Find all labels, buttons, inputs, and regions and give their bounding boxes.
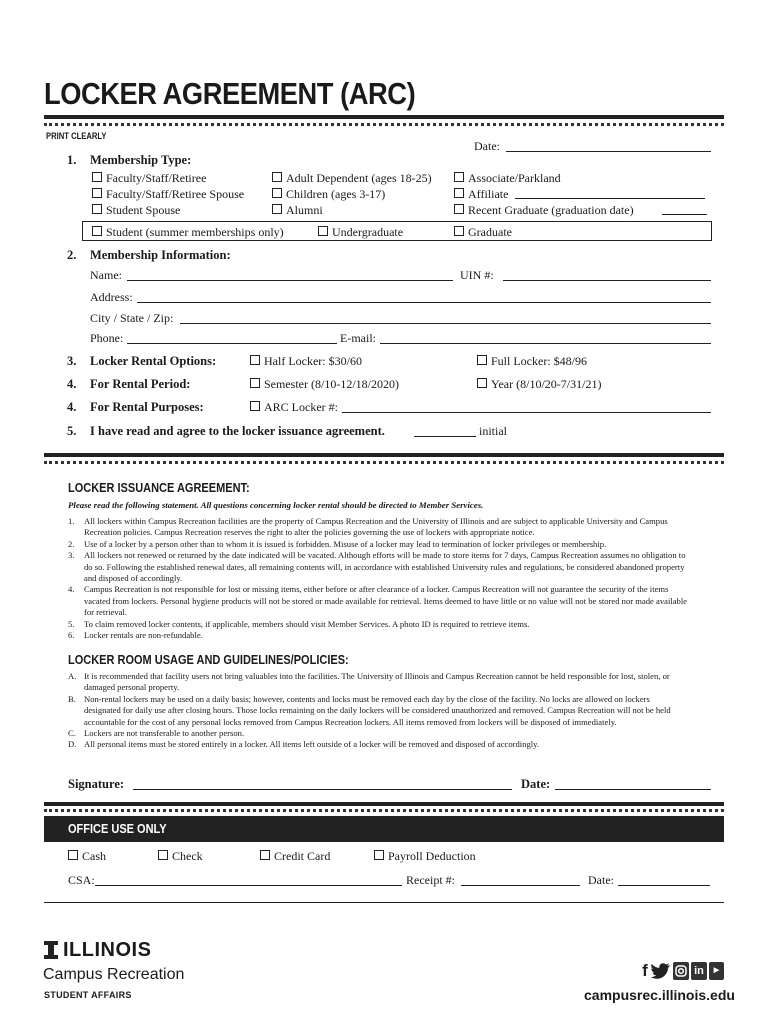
list-marker: 6. <box>68 630 75 641</box>
csa-label: CSA: <box>68 873 95 887</box>
uin-label: UIN #: <box>460 268 494 282</box>
print-clearly-note: PRINT CLEARLY <box>46 131 107 141</box>
checkbox-icon <box>272 172 282 182</box>
issuance-list <box>68 516 688 641</box>
checkbox-check[interactable]: Check <box>158 849 203 864</box>
list-marker: B. <box>68 693 76 704</box>
checkbox-alumni[interactable]: Alumni <box>272 203 323 218</box>
list-text: All lockers within Campus Recreation facilities are the property of Campus Recreation and the University of Illinois and are subject to applicable University and Campus Recreation policies. Campus Recreation reserves the right to alter the policies governing the use of lockers with appropriate notice. <box>84 516 668 538</box>
illinois-wordmark: ILLINOIS <box>63 939 152 961</box>
phone-field[interactable] <box>127 343 337 344</box>
checkbox-icon <box>250 378 260 388</box>
phone-label: Phone: <box>90 331 124 345</box>
checkbox-children[interactable]: Children (ages 3-17) <box>272 187 385 202</box>
youtube-icon[interactable]: ▶ <box>709 962 724 980</box>
list-item <box>68 671 688 694</box>
checkbox-icon <box>272 188 282 198</box>
checkbox-undergraduate[interactable]: Undergraduate <box>318 225 403 240</box>
list-item <box>68 694 688 728</box>
title-rule <box>44 115 724 119</box>
list-item <box>68 516 688 539</box>
checkbox-icon <box>250 401 260 411</box>
checkbox-semester[interactable]: Semester (8/10-12/18/2020) <box>250 377 399 392</box>
uin-field[interactable] <box>503 280 711 281</box>
email-field[interactable] <box>380 343 711 344</box>
usage-list <box>68 671 688 751</box>
rental-period-label: For Rental Period: <box>90 377 191 391</box>
page-title: LOCKER AGREEMENT (ARC) <box>44 76 416 111</box>
checkbox-icon <box>454 226 464 236</box>
list-item <box>68 630 688 641</box>
city-state-zip-field[interactable] <box>180 323 711 324</box>
checkbox-graduate[interactable]: Graduate <box>454 225 512 240</box>
list-text: Use of a locker by a person other than to whom it is issued is forbidden. Misuse of a locker may lead to termination of locker privileges or membership. <box>84 538 607 549</box>
list-marker: D. <box>68 739 77 750</box>
rental-options-label: Locker Rental Options: <box>90 354 217 368</box>
list-item <box>68 739 688 750</box>
receipt-label: Receipt #: <box>406 873 455 887</box>
list-text: Locker rentals are non-refundable. <box>84 630 203 641</box>
initial-field[interactable] <box>414 436 476 437</box>
instagram-icon[interactable] <box>673 962 689 980</box>
checkbox-recent-graduate[interactable]: Recent Graduate (graduation date) <box>454 203 634 218</box>
linkedin-icon[interactable]: in <box>691 962 707 980</box>
campus-recreation-wordmark: Campus Recreation <box>43 966 185 983</box>
list-marker: 5. <box>68 618 75 629</box>
checkbox-icon <box>92 204 102 214</box>
issuance-heading: LOCKER ISSUANCE AGREEMENT: <box>68 481 250 495</box>
list-item <box>68 619 688 630</box>
office-use-bottom-rule <box>44 842 724 903</box>
initial-label: initial <box>479 424 507 438</box>
checkbox-icon <box>92 188 102 198</box>
name-label: Name: <box>90 268 122 282</box>
dotted-divider <box>44 461 724 464</box>
locker-number-field[interactable] <box>342 412 711 413</box>
address-field[interactable] <box>137 302 711 303</box>
city-state-zip-label: City / State / Zip: <box>90 311 174 325</box>
list-item <box>68 584 688 618</box>
checkbox-icon <box>454 172 464 182</box>
signature-date-label: Date: <box>521 777 551 791</box>
affiliate-field[interactable] <box>515 198 705 199</box>
list-text: Campus Recreation is not responsible for lost or missing items, either before or after clearance of a locker. Campus Recreation will not guarantee the security of the items vacated from lockers. Personal hygiene products will not be stored or made available for retrieval. Items deemed to have little or no value will not be stored nor made available for retrieval. <box>84 584 688 618</box>
checkbox-icon <box>477 355 487 365</box>
checkbox-year[interactable]: Year (8/10/20-7/31/21) <box>477 377 601 392</box>
checkbox-half-locker[interactable]: Half Locker: $30/60 <box>250 354 362 369</box>
checkbox-icon <box>454 204 464 214</box>
checkbox-icon <box>92 226 102 236</box>
list-text: Non-rental lockers may be used on a daily basis; however, contents and locks must be removed each day by the close of the facility. No locks are allowed on lockers designated for daily use after closing hours. Those locks remaining on the daily lockers will be considered unauthorized and removed. Campus Recreation will not be held accountable for the cost of any personal locks removed from Campus Recreation lockers. All items removed from lockers will be disposed of immediately. <box>84 693 671 727</box>
list-marker: A. <box>68 671 77 681</box>
section-number: 3. <box>67 354 77 368</box>
signature-label: Signature: <box>68 777 125 791</box>
section-number: 2. <box>67 248 77 262</box>
signature-date-field[interactable] <box>555 789 711 790</box>
list-marker: 2. <box>68 538 75 549</box>
section-rule <box>44 802 724 806</box>
list-marker: 3. <box>68 550 75 561</box>
checkbox-icon <box>92 172 102 182</box>
issuance-intro: Please read the following statement. All questions concerning locker rental should be directed to Member Services. <box>68 500 484 510</box>
checkbox-icon <box>477 378 487 388</box>
list-marker: 4. <box>68 584 75 595</box>
list-item <box>68 728 688 739</box>
address-label: Address: <box>90 290 133 304</box>
list-marker: C. <box>68 728 76 739</box>
list-marker: 1. <box>68 516 75 526</box>
checkbox-student-summer[interactable]: Student (summer memberships only) <box>92 225 284 240</box>
section-number: 5. <box>67 424 77 438</box>
signature-field[interactable] <box>133 789 512 790</box>
date-label: Date: <box>474 139 500 153</box>
checkbox-icon <box>454 188 464 198</box>
dotted-divider <box>44 809 724 812</box>
office-use-title: OFFICE USE ONLY <box>68 822 167 836</box>
dotted-divider <box>44 123 724 126</box>
section-number: 4. <box>67 400 77 414</box>
checkbox-faculty-staff[interactable]: Faculty/Staff/Retiree <box>92 171 206 186</box>
checkbox-icon <box>272 204 282 214</box>
name-field[interactable] <box>127 280 453 281</box>
facebook-icon[interactable]: f <box>642 961 648 980</box>
block-i-logo-icon <box>44 941 58 959</box>
list-text: All personal items must be stored entirely in a locker. All items left outside of a locker will be removed and disposed of accordingly. <box>84 739 540 750</box>
checkbox-adult-dependent[interactable]: Adult Dependent (ages 18-25) <box>272 171 432 186</box>
list-text: To claim removed locker contents, if applicable, members should visit Member Services. A photo ID is required to retrieve items. <box>84 618 530 629</box>
checkbox-student-spouse[interactable]: Student Spouse <box>92 203 180 218</box>
email-label: E-mail: <box>340 331 376 345</box>
date-field[interactable] <box>506 151 711 152</box>
student-affairs-label: STUDENT AFFAIRS <box>44 990 132 1000</box>
checkbox-full-locker[interactable]: Full Locker: $48/96 <box>477 354 587 369</box>
twitter-icon[interactable] <box>651 963 671 979</box>
checkbox-payroll-deduction[interactable]: Payroll Deduction <box>374 849 476 864</box>
checkbox-icon <box>250 355 260 365</box>
membership-type-label: Membership Type: <box>90 153 192 167</box>
section-number: 4. <box>67 377 77 391</box>
checkbox-affiliate[interactable]: Affiliate <box>454 187 508 202</box>
agreement-statement: I have read and agree to the locker issuance agreement. <box>90 424 385 438</box>
checkbox-icon <box>318 226 328 236</box>
list-item <box>68 550 688 584</box>
website-link[interactable]: campusrec.illinois.edu <box>584 987 735 1003</box>
office-date-label: Date: <box>588 873 614 887</box>
list-text: All lockers not renewed or returned by the date indicated will be vacated. Although efforts will be made to store items for 7 days, Campus Recreation assumes no obligation to do so. Following the established renewal dates, all remaining contents will, in accordance with established University rules and regulations, be considered abandoned property and disposed of accordingly. <box>84 550 686 584</box>
list-item <box>68 539 688 550</box>
membership-info-label: Membership Information: <box>90 248 231 262</box>
section-rule <box>44 453 724 457</box>
checkbox-faculty-spouse[interactable]: Faculty/Staff/Retiree Spouse <box>92 187 244 202</box>
usage-heading: LOCKER ROOM USAGE AND GUIDELINES/POLICIES: <box>68 653 349 667</box>
checkbox-associate[interactable]: Associate/Parkland <box>454 171 561 186</box>
checkbox-credit-card[interactable]: Credit Card <box>260 849 330 864</box>
section-number: 1. <box>67 153 77 167</box>
list-text: It is recommended that facility users not bring valuables into the facilities. The University of Illinois and Campus Recreation cannot be held responsible for lost, stolen, or damaged personal property. <box>84 671 670 693</box>
checkbox-arc-locker[interactable]: ARC Locker #: <box>250 400 338 415</box>
graduation-date-field[interactable] <box>662 214 707 215</box>
list-text: Lockers are not transferable to another person. <box>84 728 245 739</box>
checkbox-cash[interactable]: Cash <box>68 849 106 864</box>
rental-purposes-label: For Rental Purposes: <box>90 400 204 414</box>
